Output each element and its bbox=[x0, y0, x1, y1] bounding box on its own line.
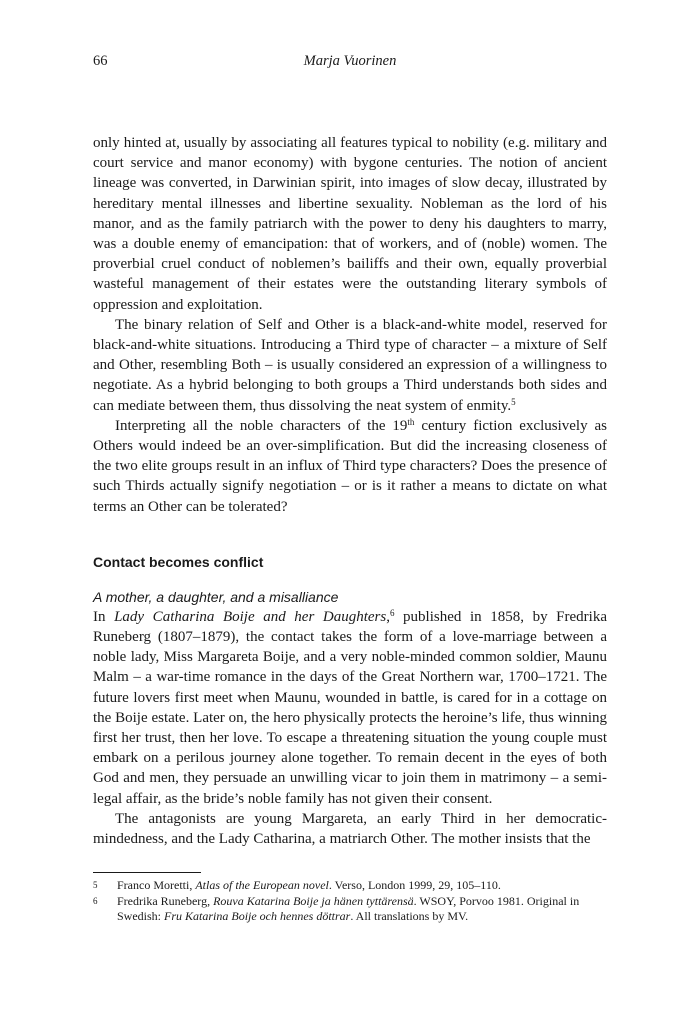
section-heading: Contact becomes conflict bbox=[93, 553, 264, 570]
footnote-5-text-b: . Verso, London 1999, 29, 105–110. bbox=[328, 878, 501, 892]
paragraph-4-text-b: published in 1858, by Fredrika Runeberg (1807–1879), the contact takes the form of a love-marriage between a noble lady, Miss Margareta Boije, and a very noble-minded common soldier, Maunu Malm – a war-time romance in the days of the Great Northern war, 1700–1721. The future lovers first meet when Maunu, wounded in battle, is cared for in a cottage on the Boije estate. Later on, the hero physically protects the heroine’s life, thus winning first her trust, then her love. To escape a threatening situation the young couple must embark on a perilous journey alone together. To remain decent in the eyes of both God and men, they persuade an unwilling vicar to join them in matrimony – a semi-legal affair, as the bride’s noble family has not given their consent. bbox=[93, 608, 607, 807]
footnote-5-title: Atlas of the European novel bbox=[195, 878, 329, 892]
paragraph-3 bbox=[93, 416, 607, 517]
footnote-6-text-c: . All translations by MV. bbox=[350, 909, 469, 923]
footnote-6-text-a: Fredrika Runeberg, bbox=[117, 893, 214, 908]
paragraph-3-text-b: century fiction exclusively as Others would indeed be an over-simplification. But did the increasing closeness of the two elite groups result in an influx of Third type characters? Does the presence of such Thirds actually signify negotiation – or is it rather a means to dictate on what terms an Other can be tolerated? bbox=[93, 417, 607, 515]
paragraph-4: In Lady Catharina Boije and her Daughters,$^6$ published in 1858, by Fredrika Runeberg (1807–1879), the contact takes the form of a love-marriage between a noble lady, Miss Margareta Boije, and a very noble-minded common soldier, Maunu Malm – a war-time romance in the days of the Great Northern war, 1700–1721. The future lovers first meet when Maunu, wounded in battle, is cared for in a cottage on the Boije estate. Later on, the hero physically protects the heroine’s life, thus winning first her trust, then her love. To escape a threatening situation the young couple must embark on a perilous journey alone together. To remain decent in the eyes of both God and men, they persuade an unwilling vicar to join them in matrimony – a semi-legal affair, as the bride’s noble family has not given their consent. bbox=[93, 607, 607, 807]
footnote-5 bbox=[93, 878, 607, 894]
paragraph-3-text-a: Interpreting all the noble characters of the 19 bbox=[115, 417, 408, 434]
superscript-th: th bbox=[407, 416, 415, 427]
paragraph-1: only hinted at, usually by associating all features typical to nobility (e.g. military and court service and manor economy) with bygone centuries. The notion of ancient lineage was converted, in Darwinian spirit, into images of slow decay, illustrated by hereditary mental illnesses and libertine sexuality. Nobleman as the lord of his manor, and as the family patriarch with the power to deny his daughters to marry, was a double enemy of emancipation: that of workers, and of (noble) women. The proverbial cruel conduct of noblemen’s bailiffs and their own, equally proverbial wasteful management of their estates were the outstanding literary symbols of oppression and exploitation. bbox=[93, 135, 607, 313]
footnote-number: 6 bbox=[93, 895, 98, 906]
footnote-6 bbox=[93, 894, 607, 925]
footnote-5-text-a: Franco Moretti, bbox=[117, 878, 196, 892]
main-text bbox=[93, 133, 607, 849]
page-number: 66 bbox=[93, 53, 108, 69]
footnotes bbox=[93, 878, 607, 925]
footnote-ref-6[interactable]: 6 bbox=[389, 607, 395, 618]
paragraph-4-text-a: In bbox=[93, 608, 115, 625]
footnote-ref-5[interactable]: 5 bbox=[511, 396, 516, 407]
subsection-heading: A mother, a daughter, and a misalliance bbox=[93, 588, 339, 605]
paragraph-5: The antagonists are young Margareta, an early Third in her democratic-mindedness, and the Lady Catharina, a matriarch Other. The mother insists that the bbox=[93, 810, 607, 848]
footnote-6-original-title: Fru Katarina Boije och hennes döttrar bbox=[164, 909, 351, 923]
footnote-6-title: Rouva Katarina Boije ja hänen tyttärensä bbox=[213, 893, 414, 908]
running-head: Marja Vuorinen bbox=[303, 53, 397, 69]
footnote-6-text-b: . WSOY, Porvoo 1981. Original in Swedish: bbox=[117, 893, 580, 923]
book-title: Lady Catharina Boije and her Daughters bbox=[114, 608, 387, 625]
paragraph-2 bbox=[93, 315, 607, 416]
footnote-number: 5 bbox=[93, 880, 98, 890]
page-header bbox=[93, 53, 607, 75]
paragraph-2-text: The binary relation of Self and Other is a black-and-white model, reserved for black-and-white situations. Introducing a Third type of character – a mixture of Self and Other, resembling Both – is usually considered an expression of a willingness to negotiate. As a hybrid belonging to both groups a Third understands both sides and can mediate between them, thus dissolving the neat system of enmity. bbox=[93, 316, 607, 414]
footnote-divider bbox=[93, 872, 201, 873]
